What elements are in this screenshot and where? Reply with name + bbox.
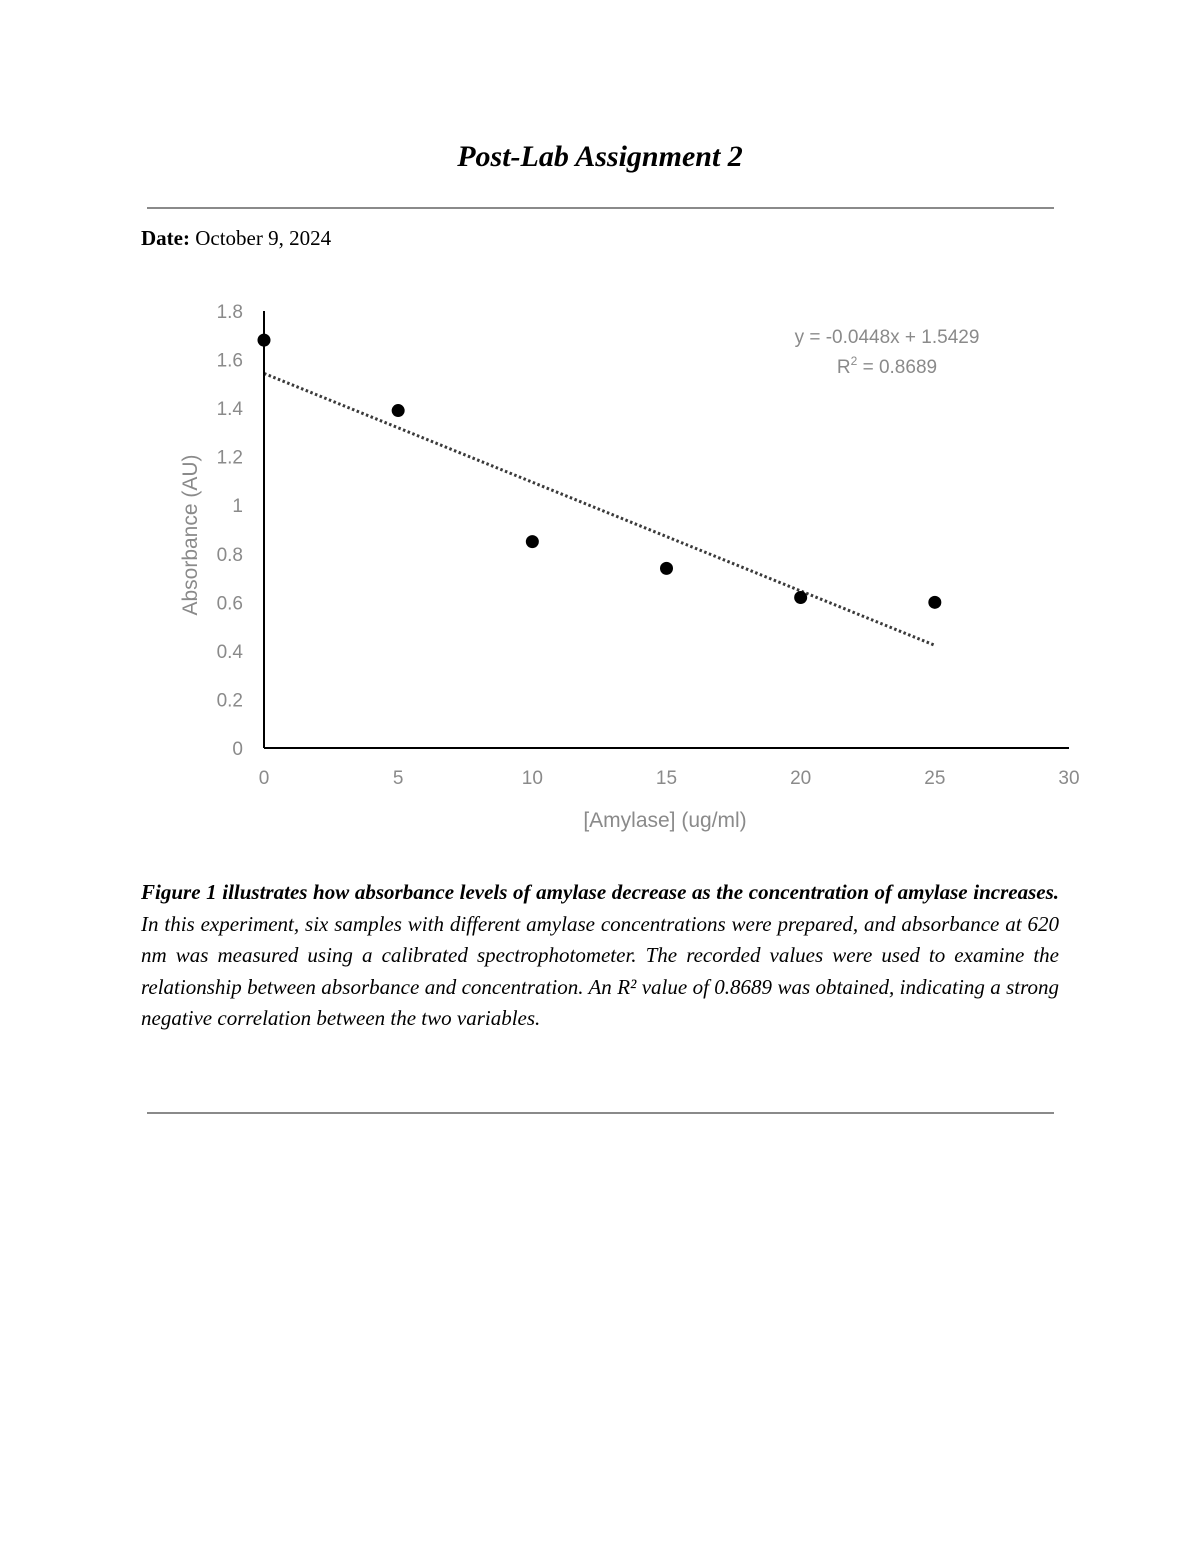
x-tick-label: 10 <box>521 768 543 789</box>
x-tick-label: 5 <box>392 768 404 789</box>
r2-prefix: R <box>836 357 851 378</box>
page-title: Post-Lab Assignment 2 <box>457 140 743 173</box>
y-tick-label: 0.4 <box>216 641 243 663</box>
y-tick-label: 1.6 <box>216 350 243 372</box>
trendline <box>264 373 935 645</box>
y-tick-labels <box>217 302 244 760</box>
x-axis-title: [Amylase] (ug/ml) <box>583 809 747 832</box>
data-point <box>526 535 539 548</box>
data-point <box>660 562 673 575</box>
y-tick-label: 0.2 <box>216 690 243 712</box>
y-tick-label: 1.8 <box>216 302 243 323</box>
x-tick-labels <box>259 768 1080 789</box>
date-label: Date: <box>141 226 190 250</box>
data-point <box>928 596 941 609</box>
caption-lead: Figure 1 illustrates how absorbance levels of amylase decrease as the concentration of amylase increases. <box>141 880 1059 904</box>
bottom-divider <box>147 1112 1054 1114</box>
data-point <box>794 591 807 604</box>
y-tick-label: 0.8 <box>216 544 243 566</box>
caption-body: In this experiment, six samples with different amylase concentrations were prepared, and absorbance at 620 nm was measured using a calibrated spectrophotometer. The recorded values were used to examine the relationship between absorbance and concentration. An R² value of 0.8689 was obtained, indicating a strong negative correlation between the two variables. <box>141 911 1059 1030</box>
y-tick-label: 0.6 <box>216 593 243 615</box>
x-tick-label: 30 <box>1058 768 1080 789</box>
date-value: October 9, 2024 <box>195 226 332 250</box>
y-axis-title: Absorbance (AU) <box>179 454 202 616</box>
x-tick-label: 25 <box>924 768 946 789</box>
r2-value: = 0.8689 <box>857 357 938 378</box>
data-point <box>258 334 271 347</box>
trendline-equation: y = -0.0448x + 1.5429 <box>794 327 980 348</box>
trendline-r-squared <box>837 354 937 378</box>
y-tick-label: 0 <box>232 739 243 760</box>
figure-caption <box>141 877 1059 1035</box>
data-point <box>392 404 405 417</box>
y-tick-label: 1.2 <box>216 447 243 469</box>
r2-superscript: 2 <box>850 354 858 368</box>
x-tick-label: 20 <box>790 768 812 789</box>
y-tick-label: 1 <box>232 496 243 518</box>
x-tick-label: 15 <box>655 768 678 789</box>
y-tick-label: 1.4 <box>216 399 243 421</box>
x-tick-label: 0 <box>258 768 270 789</box>
